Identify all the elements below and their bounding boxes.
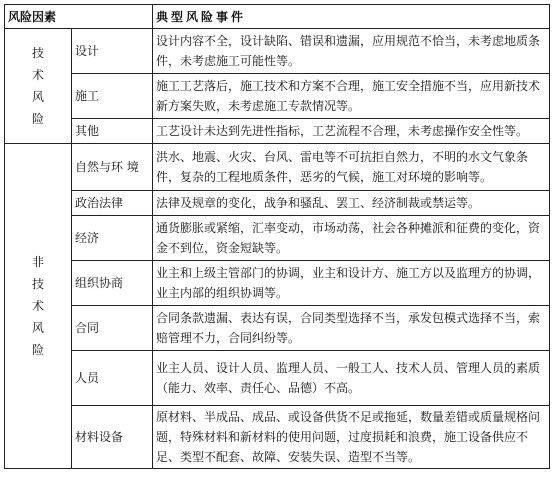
subfactor-contract: 合同 — [72, 306, 153, 351]
category-char: 风 — [31, 321, 44, 335]
subfactor-materials-equipment: 材料设备 — [72, 406, 153, 469]
table-row — [5, 216, 550, 261]
table-row — [5, 406, 550, 469]
table-row — [5, 144, 550, 191]
event-other: 工艺设计未达到先进性指标，工艺流程不合理，未考虑操作安全性等。 — [153, 119, 550, 144]
subfactor-economy: 经济 — [72, 216, 153, 261]
table-row — [5, 74, 550, 119]
event-personnel: 业主人员、设计人员、监理人员、一般工人、技术人员、管理人员的素质（能力、效率、责任心、品德）不高。 — [153, 351, 550, 406]
event-organization: 业主和上级主管部门的协调，业主和设计方、施工方以及监理方的协调，业主内部的组织协调等。 — [153, 261, 550, 306]
table-row — [5, 119, 550, 144]
subfactor-politics-law: 政治法律 — [72, 191, 153, 216]
category-char: 技 — [31, 277, 44, 291]
subfactor-nature-environment: 自然与环 境 — [72, 144, 153, 191]
category-char: 技 — [31, 46, 44, 60]
subfactor-construction: 施工 — [72, 74, 153, 119]
table-row — [5, 29, 550, 74]
event-design: 设计内容不全，设计缺陷、错误和遗漏，应用规范不恰当，未考虑地质条件，未考虑施工可能性等。 — [153, 29, 550, 74]
category-char: 风 — [31, 90, 44, 104]
risk-table — [4, 4, 550, 469]
category-char: 险 — [31, 112, 44, 126]
table-row — [5, 191, 550, 216]
category-technical-risk — [5, 29, 72, 144]
category-char: 术 — [31, 299, 44, 313]
event-contract: 合同条款遗漏、表达有误，合同类型选择不当，承发包模式选择不当，索赔管理不力，合同纠纷等。 — [153, 306, 550, 351]
table-row — [5, 306, 550, 351]
category-char: 险 — [31, 343, 44, 357]
event-materials-equipment: 原材料、半成品、成品、或设备供货不足或拖延，数量差错或质量规格问题，特殊材料和新材料的使用问题，过度损耗和浪费，施工设备供应不足、类型不配套、故障、安装失误、造型不当等。 — [153, 406, 550, 469]
table-header-row — [5, 5, 550, 29]
subfactor-design: 设计 — [72, 29, 153, 74]
event-construction: 施工工艺落后，施工技术和方案不合理，施工安全措施不当，应用新技术新方案失败，未考虑施工专款情况等。 — [153, 74, 550, 119]
event-politics-law: 法律及规章的变化，战争和骚乱、罢工、经济制裁或禁运等。 — [153, 191, 550, 216]
subfactor-personnel: 人员 — [72, 351, 153, 406]
category-char: 术 — [31, 68, 44, 82]
category-non-technical-risk — [5, 144, 72, 469]
table-row — [5, 351, 550, 406]
header-event: 典型风险事件 — [153, 5, 550, 29]
header-factor: 风险因素 — [5, 5, 153, 29]
event-economy: 通货膨胀或紧缩，汇率变动，市场动荡，社会各种摊派和征费的变化，资金不到位，资金短缺等。 — [153, 216, 550, 261]
table-row — [5, 261, 550, 306]
event-nature-environment: 洪水、地震、火灾、台风、雷电等不可抗拒自然力，不明的水文气象条件，复杂的工程地质条件，恶劣的气候，施工对环境的影响等。 — [153, 144, 550, 191]
subfactor-other: 其他 — [72, 119, 153, 144]
subfactor-organization: 组织协商 — [72, 261, 153, 306]
category-char: 非 — [31, 255, 44, 269]
